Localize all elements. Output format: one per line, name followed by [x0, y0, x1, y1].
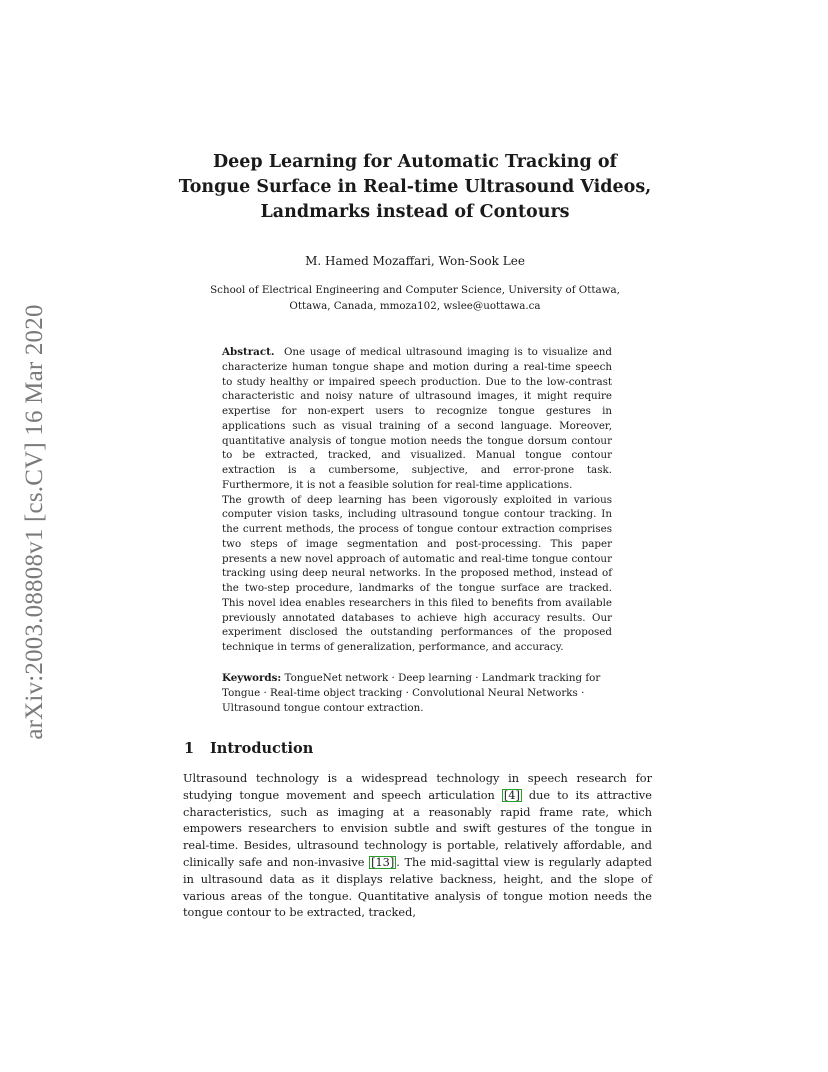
title-line: Tongue Surface in Real-time Ultrasound Videos,: [178, 177, 652, 197]
abstract-paragraph: [222, 345, 612, 493]
affiliation-line: Ottawa, Canada, mmoza102, wslee@uottawa.ca: [289, 300, 541, 312]
section-number: 1: [184, 740, 195, 757]
affiliation-line: School of Electrical Engineering and Computer Science, University of Ottawa,: [210, 284, 620, 296]
section-title: Introduction: [210, 740, 314, 757]
title-line: Deep Learning for Automatic Tracking of: [212, 152, 618, 172]
citation-link[interactable]: [4]: [503, 788, 520, 802]
keywords: [222, 671, 612, 715]
section-heading: [184, 738, 654, 760]
intro-text: due to its attractive characteristics, such as imaging at a reasonably rapid frame rate, which empowers researchers to envision subtle and swift gestures of the tongue in real-time. Besides, ultrasound technology is portable, relatively affordable, and clinically safe and non-invasive: [183, 788, 652, 869]
abstract-label: Abstract.: [222, 346, 275, 358]
title-line: Landmarks instead of Contours: [260, 202, 570, 222]
paper-title: [150, 150, 680, 225]
affiliation: [180, 282, 650, 314]
arxiv-side-stamp: arXiv:2003.08808v1 [cs.CV] 16 Mar 2020: [21, 304, 48, 740]
intro-paragraph: [183, 771, 652, 922]
intro-text: . The mid-sagittal view is regularly adapted in ultrasound data as it displays relative backness, height, and the slope of various areas of the tongue. Quantitative analysis of tongue motion needs the tongue contour to be extracted, tracked,: [183, 855, 652, 920]
intro-text: Ultrasound technology is a widespread technology in speech research for studying tongue movement and speech articulation: [183, 772, 652, 802]
authors: M. Hamed Mozaffari, Won-Sook Lee: [305, 254, 525, 268]
abstract: [222, 345, 612, 655]
keywords-text: TongueNet network · Deep learning · Landmark tracking for Tongue · Real-time object tracking · Convolutional Neural Networks · Ultrasound tongue contour extraction.: [222, 672, 601, 714]
keywords-label: Keywords:: [222, 672, 282, 684]
citation-link[interactable]: [13]: [371, 855, 395, 869]
abstract-text: One usage of medical ultrasound imaging is to visualize and characterize human tongue shape and motion during a real-time speech to study healthy or impaired speech production. Due to the low-contrast characteristic and noisy nature of ultrasound images, it might require expertise for non-expert users to recognize tongue gestures in applications such as visual training of a second language. Moreover, quantitative analysis of tongue motion needs the tongue dorsum contour to be extracted, tracked, and visualized. Manual tongue contour extraction is a cumbersome, subjective, and error-prone task. Furthermore, it is not a feasible solution for real-time applications.: [222, 346, 612, 491]
abstract-paragraph: The growth of deep learning has been vigorously exploited in various computer vision tasks, including ultrasound tongue contour tracking. In the current methods, the process of tongue contour extraction comprises two steps of image segmentation and post-processing. This paper presents a new novel approach of automatic and real-time tongue contour tracking using deep neural networks. In the proposed method, instead of the two-step procedure, landmarks of the tongue surface are tracked. This novel idea enables researchers in this filed to benefits from available previously annotated databases to achieve high accuracy results. Our experiment disclosed the outstanding performances of the proposed technique in terms of generalization, performance, and accuracy.: [222, 493, 612, 653]
